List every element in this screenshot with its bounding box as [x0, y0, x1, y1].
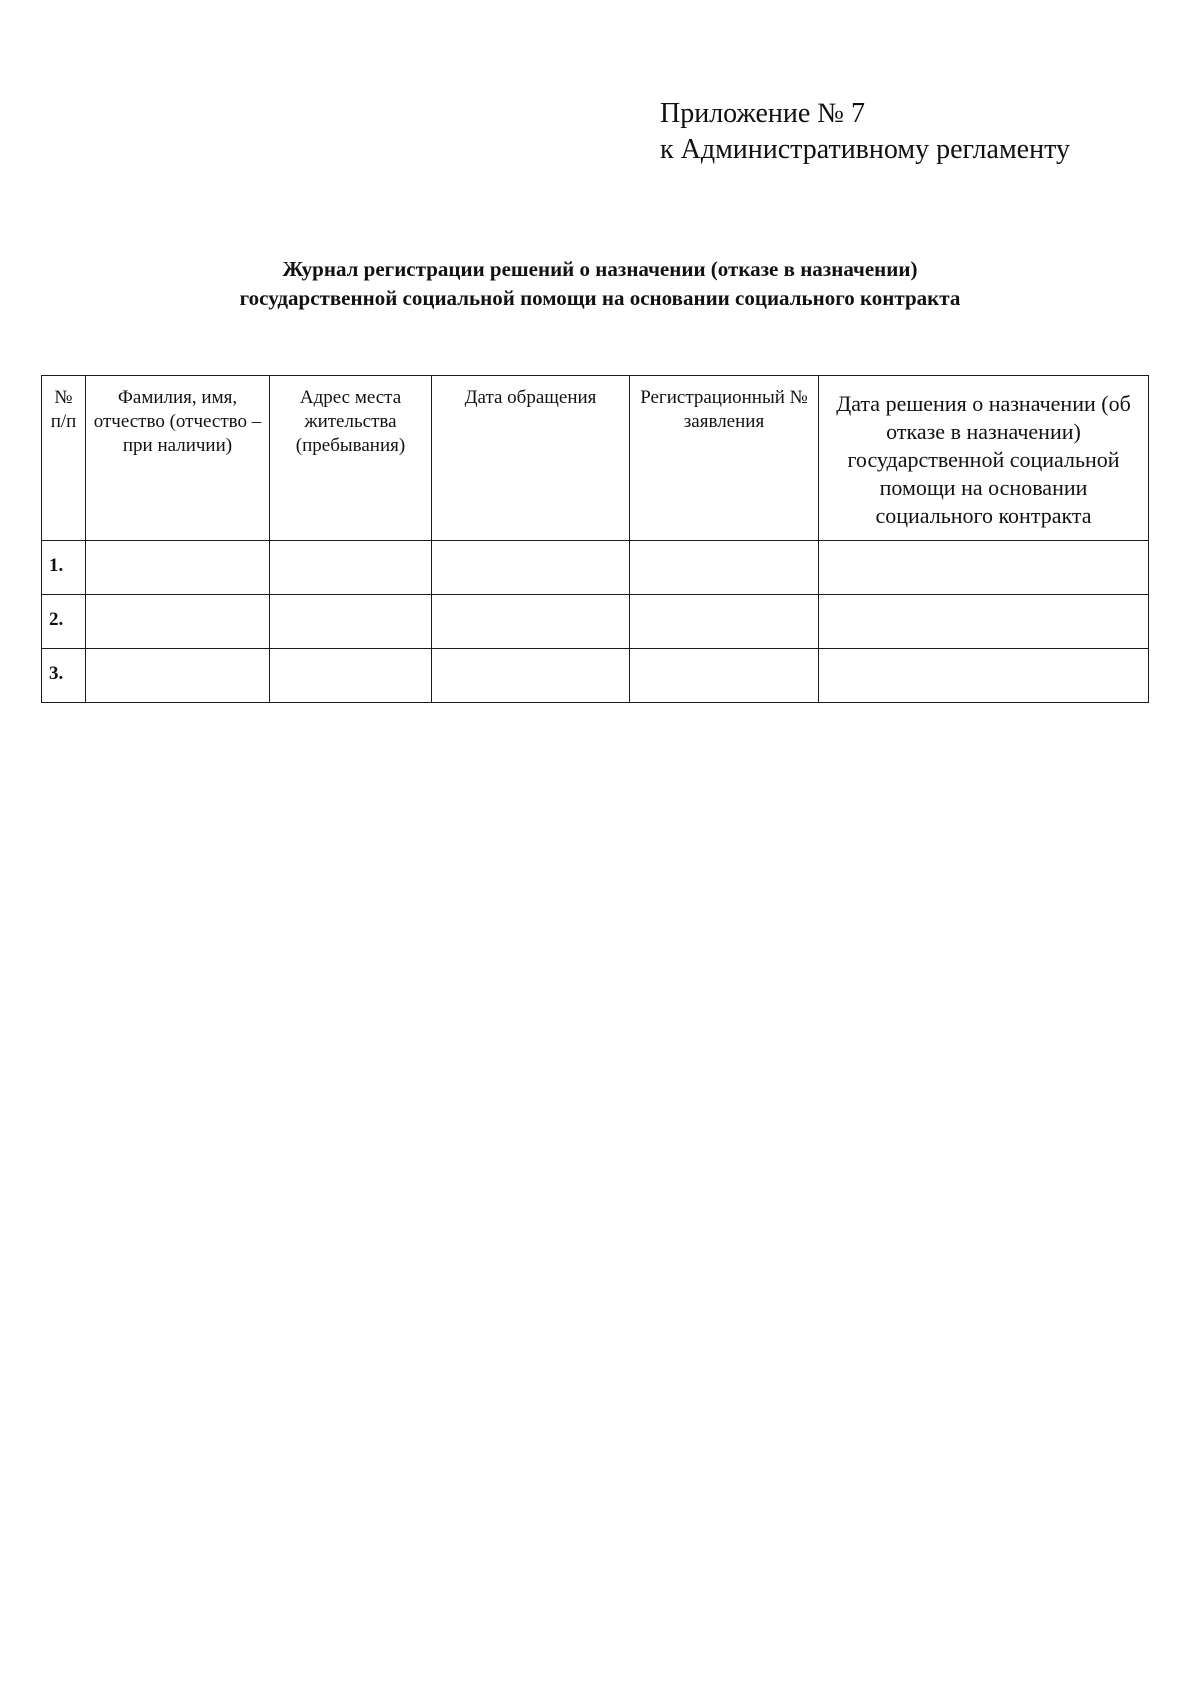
- cell-registration-number[interactable]: [630, 541, 819, 595]
- registration-journal-table: [41, 375, 1149, 703]
- header-address: Адрес места жительства (пребывания): [270, 376, 432, 541]
- title-line-2: государственной социальной помощи на основании социального контракта: [239, 286, 961, 310]
- cell-application-date[interactable]: [432, 649, 630, 703]
- cell-application-date[interactable]: [432, 595, 630, 649]
- appendix-header: [660, 96, 1070, 168]
- title-line-1: Журнал регистрации решений о назначении (отказе в назначении): [282, 257, 918, 281]
- cell-decision-date[interactable]: [819, 595, 1149, 649]
- header-number: № п/п: [42, 376, 86, 541]
- cell-registration-number[interactable]: [630, 595, 819, 649]
- header-application-date: Дата обращения: [432, 376, 630, 541]
- cell-full-name[interactable]: [86, 595, 270, 649]
- cell-address[interactable]: [270, 595, 432, 649]
- cell-decision-date[interactable]: [819, 649, 1149, 703]
- appendix-reference: к Административному регламенту: [660, 134, 1070, 165]
- row-number: 3.: [42, 649, 86, 703]
- document-title: [100, 255, 1100, 313]
- header-full-name: Фамилия, имя, отчество (отчество – при наличии): [86, 376, 270, 541]
- row-number: 1.: [42, 541, 86, 595]
- table-row: [42, 649, 1149, 703]
- cell-registration-number[interactable]: [630, 649, 819, 703]
- cell-full-name[interactable]: [86, 541, 270, 595]
- cell-decision-date[interactable]: [819, 541, 1149, 595]
- cell-application-date[interactable]: [432, 541, 630, 595]
- table-header-row: [42, 376, 1149, 541]
- table-row: [42, 541, 1149, 595]
- cell-full-name[interactable]: [86, 649, 270, 703]
- cell-address[interactable]: [270, 649, 432, 703]
- header-registration-number: Регистрационный № заявления: [630, 376, 819, 541]
- cell-address[interactable]: [270, 541, 432, 595]
- row-number: 2.: [42, 595, 86, 649]
- appendix-number: Приложение № 7: [660, 98, 865, 129]
- table-row: [42, 595, 1149, 649]
- header-decision-date: Дата решения о назначении (об отказе в назначении) государственной социальной помощи на основании социального контракта: [819, 376, 1149, 541]
